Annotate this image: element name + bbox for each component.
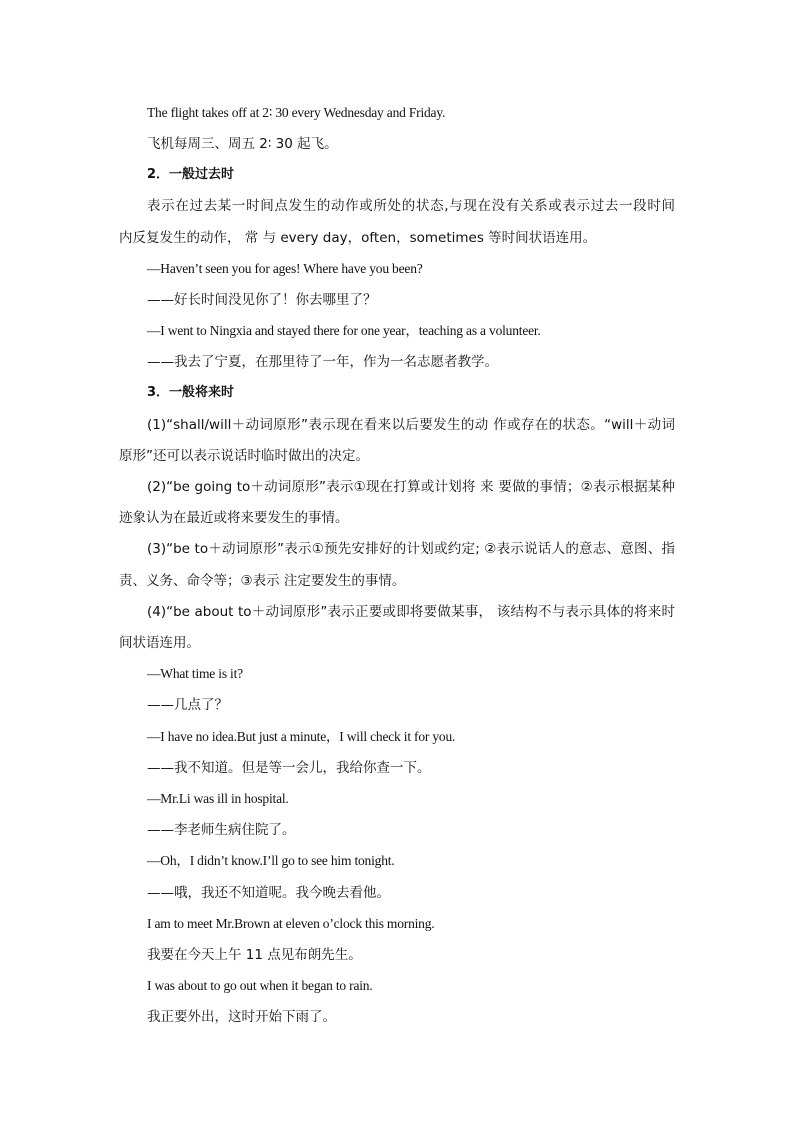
example-sentence-en: I was about to go out when it began to rain. bbox=[147, 978, 373, 993]
paragraph-line: (4)“be about to＋动词原形”表示正要或即将要做某事， 该结构不与表示具体的将来时 bbox=[147, 604, 675, 620]
dialogue-line-en: —Mr.Li was ill in hospital. bbox=[147, 791, 289, 806]
paragraph-line: 内反复发生的动作， 常 与 every day，often，sometimes 等时间状语连用。 bbox=[119, 230, 597, 246]
dialogue-line-en: —What time is it? bbox=[147, 666, 243, 681]
example-sentence-en: I am to meet Mr.Brown at eleven o’clock this morning. bbox=[147, 916, 435, 931]
example-sentence-zh: 我正要外出，这时开始下雨了。 bbox=[147, 1009, 336, 1025]
example-sentence-zh: 我要在今天上午 11 点见布朗先生。 bbox=[147, 947, 362, 963]
paragraph-line: (2)“be going to＋动词原形”表示①现在打算或计划将 来 要做的事情；②表示根据某种 bbox=[147, 479, 675, 495]
dialogue-line-zh: ——我去了宁夏，在那里待了一年，作为一名志愿者教学。 bbox=[147, 354, 498, 370]
example-sentence-zh: 飞机每周三、周五 2∶ 30 起飞。 bbox=[147, 136, 338, 152]
paragraph-line: 表示在过去某一时间点发生的动作或所处的状态,与现在没有关系或表示过去一段时间 bbox=[147, 198, 675, 214]
dialogue-line-en: —Oh，I didn’t know.I’ll go to see him tonight. bbox=[147, 853, 395, 868]
dialogue-line-zh: ——几点了？ bbox=[147, 697, 228, 713]
dialogue-line-zh: ——哦，我还不知道呢。我今晚去看他。 bbox=[147, 885, 390, 901]
paragraph-line: 迹象认为在最近或将来要发生的事情。 bbox=[119, 510, 349, 526]
paragraph-line: (1)“shall/will＋动词原形”表示现在看来以后要发生的动 作或存在的状态。“will＋动词 bbox=[147, 417, 675, 433]
paragraph-line: 原形”还可以表示说话时临时做出的决定。 bbox=[119, 448, 369, 464]
paragraph-line: 间状语连用。 bbox=[119, 635, 200, 651]
dialogue-line-zh: ——我不知道。但是等一会儿，我给你查一下。 bbox=[147, 760, 431, 776]
dialogue-line-zh: ——好长时间没见你了！你去哪里了？ bbox=[147, 292, 377, 308]
dialogue-line-zh: ——李老师生病住院了。 bbox=[147, 822, 296, 838]
example-sentence-en: The flight takes off at 2∶ 30 every Wednesday and Friday. bbox=[147, 105, 446, 120]
dialogue-line-en: —I went to Ningxia and stayed there for one year，teaching as a volunteer. bbox=[147, 323, 541, 338]
paragraph-line: 责、义务、命令等；③表示 注定要发生的事情。 bbox=[119, 573, 406, 589]
dialogue-line-en: —I have no idea.But just a minute，I will check it for you. bbox=[147, 729, 456, 744]
paragraph-line: (3)“be to＋动词原形”表示①预先安排好的计划或约定; ②表示说话人的意志、意图、指 bbox=[147, 541, 675, 557]
section-heading-past-simple: 2．一般过去时 bbox=[147, 167, 235, 182]
section-heading-future-simple: 3．一般将来时 bbox=[147, 385, 235, 400]
dialogue-line-en: —Haven’t seen you for ages! Where have you been? bbox=[147, 261, 423, 276]
